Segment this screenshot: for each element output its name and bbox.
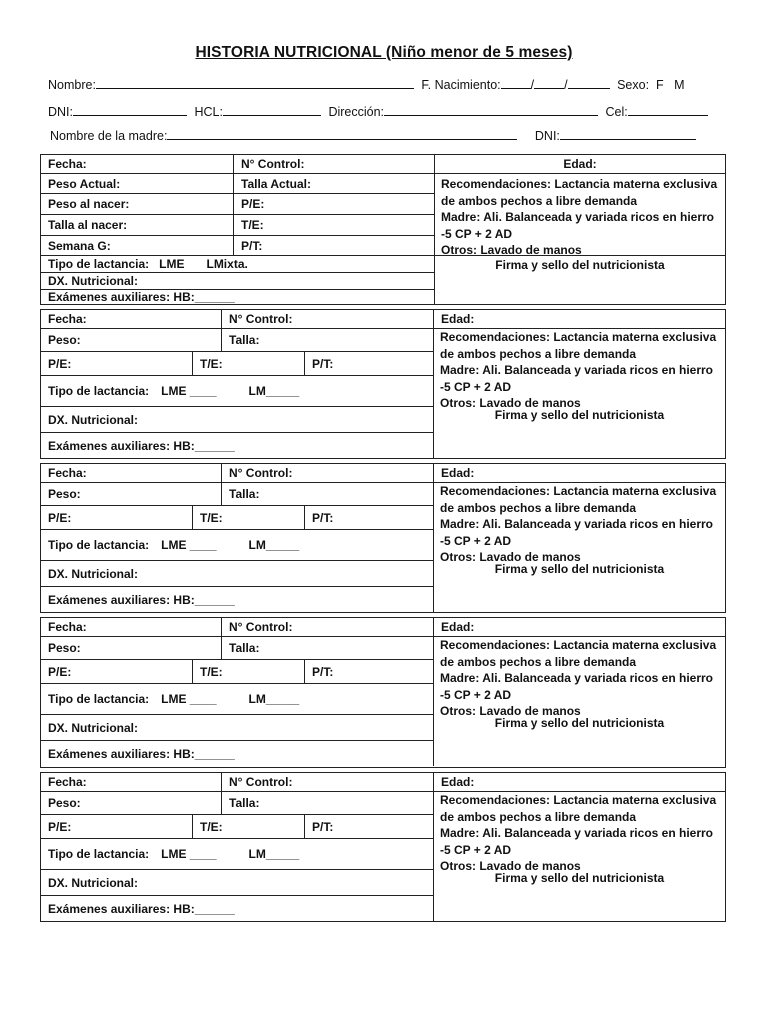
talla-cell[interactable]: Talla: xyxy=(222,328,434,351)
header-row-3 xyxy=(50,127,700,143)
dni-field[interactable] xyxy=(73,103,187,116)
dx-cell[interactable]: DX. Nutricional: xyxy=(41,714,434,740)
anio-field[interactable] xyxy=(568,76,610,89)
fecha-cell[interactable]: Fecha: xyxy=(41,618,222,636)
nombre-label: Nombre: xyxy=(48,78,96,92)
tipo-lactancia-label: Tipo de lactancia: xyxy=(48,257,150,271)
tipo-lactancia-cell[interactable] xyxy=(41,255,435,272)
f-nacimiento-label: F. Nacimiento: xyxy=(421,78,501,92)
examenes-cell[interactable]: Exámenes auxiliares: HB:______ xyxy=(41,289,435,304)
rec-line-2: de ambos pechos a libre demanda xyxy=(440,346,637,361)
page-title: HISTORIA NUTRICIONAL (Niño menor de 5 meses) xyxy=(195,44,573,61)
pt-cell[interactable]: P/T: xyxy=(234,235,435,255)
control-block-1 xyxy=(40,154,726,305)
control-block-3 xyxy=(40,463,726,613)
rec-line-2: de ambos pechos a libre demanda xyxy=(440,500,637,515)
te-cell[interactable]: T/E: xyxy=(193,659,305,683)
tipo-lactancia-label: Tipo de lactancia: xyxy=(48,384,150,398)
rec-line-3: Madre: Ali. Balanceada y variada ricos en hierro xyxy=(441,210,714,224)
hcl-label: HCL: xyxy=(194,105,223,119)
n-control-cell[interactable]: N° Control: xyxy=(234,155,435,173)
talla-cell[interactable]: Talla: xyxy=(222,791,434,814)
talla-nacer-cell[interactable]: Talla al nacer: xyxy=(41,214,234,235)
lme-option[interactable]: LME ____ xyxy=(161,692,217,706)
rec-line-1: Recomendaciones: Lactancia materna exclusiva xyxy=(441,177,718,191)
peso-cell[interactable]: Peso: xyxy=(41,791,222,814)
edad-cell[interactable]: Edad: xyxy=(563,157,597,171)
te-cell[interactable]: T/E: xyxy=(193,814,305,838)
edad-cell[interactable]: Edad: xyxy=(441,312,475,326)
control-block-5 xyxy=(40,772,726,922)
peso-cell[interactable]: Peso: xyxy=(41,636,222,659)
recomendaciones-box xyxy=(434,328,725,408)
fecha-cell[interactable]: Fecha: xyxy=(41,310,222,328)
tipo-lactancia-cell[interactable] xyxy=(41,838,434,869)
rec-line-4: -5 CP + 2 AD xyxy=(440,842,512,857)
semana-g-cell[interactable]: Semana G: xyxy=(41,235,234,255)
firma-box[interactable]: Firma y sello del nutricionista xyxy=(494,716,665,730)
rec-line-3: Madre: Ali. Balanceada y variada ricos en hierro xyxy=(440,671,713,685)
peso-nacer-cell[interactable]: Peso al nacer: xyxy=(41,193,234,214)
pe-cell[interactable]: P/E: xyxy=(41,505,193,529)
pt-cell[interactable]: P/T: xyxy=(305,505,434,529)
n-control-cell[interactable]: N° Control: xyxy=(222,310,434,328)
direccion-field[interactable] xyxy=(384,103,598,116)
tipo-lactancia-cell[interactable] xyxy=(41,375,434,406)
rec-line-5: Otros: Lavado de manos xyxy=(440,859,581,873)
firma-box[interactable]: Firma y sello del nutricionista xyxy=(494,408,665,422)
fecha-cell[interactable]: Fecha: xyxy=(41,464,222,482)
pe-cell[interactable]: P/E: xyxy=(234,193,435,214)
pe-cell[interactable]: P/E: xyxy=(41,351,193,375)
sexo-m-option[interactable]: M xyxy=(674,78,685,92)
te-cell[interactable]: T/E: xyxy=(234,214,435,235)
rec-line-4: -5 CP + 2 AD xyxy=(441,226,513,241)
header-row-1: Nombre: F. Nacimiento: / / Sexo: F M xyxy=(48,78,685,92)
dx-cell[interactable]: DX. Nutricional: xyxy=(41,406,434,432)
lm-option[interactable]: LM_____ xyxy=(248,538,300,552)
peso-actual-cell[interactable]: Peso Actual: xyxy=(41,173,234,193)
examenes-cell[interactable]: Exámenes auxiliares: HB:______ xyxy=(41,895,434,921)
lm-option[interactable]: LM_____ xyxy=(248,384,300,398)
rec-line-2: de ambos pechos a libre demanda xyxy=(440,809,637,824)
examenes-cell[interactable]: Exámenes auxiliares: HB:______ xyxy=(41,432,434,458)
tipo-lactancia-cell[interactable] xyxy=(41,529,434,560)
rec-line-4: -5 CP + 2 AD xyxy=(440,533,512,548)
pt-cell[interactable]: P/T: xyxy=(305,814,434,838)
recomendaciones-box xyxy=(434,482,725,562)
examenes-cell[interactable]: Exámenes auxiliares: HB:______ xyxy=(41,586,434,612)
tipo-lactancia-label: Tipo de lactancia: xyxy=(48,692,150,706)
dni-label: DNI: xyxy=(48,105,73,119)
tipo-lactancia-label: Tipo de lactancia: xyxy=(48,847,150,861)
control-block-2 xyxy=(40,309,726,459)
rec-line-2: de ambos pechos a libre demanda xyxy=(441,193,638,208)
firma-box[interactable]: Firma y sello del nutricionista xyxy=(435,255,725,304)
te-cell[interactable]: T/E: xyxy=(193,351,305,375)
dx-cell[interactable]: DX. Nutricional: xyxy=(41,272,435,289)
direccion-label: Dirección: xyxy=(328,105,385,119)
rec-line-3: Madre: Ali. Balanceada y variada ricos en hierro xyxy=(440,363,713,377)
hcl-field[interactable] xyxy=(223,103,321,116)
talla-actual-cell[interactable]: Talla Actual: xyxy=(234,173,435,193)
lmixta-option[interactable]: LMixta. xyxy=(206,257,248,271)
talla-cell[interactable]: Talla: xyxy=(222,636,434,659)
rec-line-3: Madre: Ali. Balanceada y variada ricos en hierro xyxy=(440,826,713,840)
mes-field[interactable] xyxy=(534,76,564,89)
cel-label: Cel: xyxy=(605,105,628,119)
control-block-4 xyxy=(40,617,726,768)
n-control-cell[interactable]: N° Control: xyxy=(222,464,434,482)
tipo-lactancia-label: Tipo de lactancia: xyxy=(48,538,150,552)
lme-option[interactable]: LME ____ xyxy=(161,847,217,861)
fecha-cell[interactable]: Fecha: xyxy=(41,155,234,173)
rec-line-1: Recomendaciones: Lactancia materna exclusiva xyxy=(440,793,717,807)
peso-cell[interactable]: Peso: xyxy=(41,328,222,351)
dni-madre-label: DNI: xyxy=(534,129,560,143)
header-row-2 xyxy=(48,103,712,119)
peso-cell[interactable]: Peso: xyxy=(41,482,222,505)
dx-cell[interactable]: DX. Nutricional: xyxy=(41,869,434,895)
rec-line-3: Madre: Ali. Balanceada y variada ricos en hierro xyxy=(440,517,713,531)
dni-madre-field[interactable] xyxy=(560,127,696,140)
fecha-cell[interactable]: Fecha: xyxy=(41,773,222,791)
pe-cell[interactable]: P/E: xyxy=(41,659,193,683)
firma-box[interactable]: Firma y sello del nutricionista xyxy=(494,871,665,885)
dx-cell[interactable]: DX. Nutricional: xyxy=(41,560,434,586)
lm-option[interactable]: LM_____ xyxy=(248,847,300,861)
pe-cell[interactable]: P/E: xyxy=(41,814,193,838)
rec-line-5: Otros: Lavado de manos xyxy=(440,704,581,718)
lme-option[interactable]: LME ____ xyxy=(161,384,217,398)
recomendaciones-box xyxy=(435,173,725,255)
rec-line-1: Recomendaciones: Lactancia materna exclusiva xyxy=(440,638,717,652)
rec-line-2: de ambos pechos a libre demanda xyxy=(440,654,637,669)
cel-field[interactable] xyxy=(628,103,708,116)
lme-option[interactable]: LME ____ xyxy=(161,538,217,552)
n-control-cell[interactable]: N° Control: xyxy=(222,773,434,791)
edad-cell[interactable]: Edad: xyxy=(441,620,475,634)
rec-line-1: Recomendaciones: Lactancia materna exclusiva xyxy=(440,330,717,344)
tipo-lactancia-cell[interactable] xyxy=(41,683,434,714)
edad-cell[interactable]: Edad: xyxy=(441,775,475,789)
sexo-f-option[interactable]: F xyxy=(656,78,664,92)
talla-cell[interactable]: Talla: xyxy=(222,482,434,505)
recomendaciones-box xyxy=(434,791,725,871)
nombre-field[interactable] xyxy=(96,76,414,89)
nombre-madre-field[interactable] xyxy=(167,127,517,140)
n-control-cell[interactable]: N° Control: xyxy=(222,618,434,636)
rec-line-5: Otros: Lavado de manos xyxy=(440,550,581,564)
examenes-cell[interactable]: Exámenes auxiliares: HB:______ xyxy=(41,740,434,766)
recomendaciones-box xyxy=(434,636,725,716)
rec-line-4: -5 CP + 2 AD xyxy=(440,687,512,702)
lme-option[interactable]: LME xyxy=(159,257,185,271)
sexo-label: Sexo: xyxy=(617,78,650,92)
lm-option[interactable]: LM_____ xyxy=(248,692,300,706)
edad-cell[interactable]: Edad: xyxy=(441,466,475,480)
nombre-madre-label: Nombre de la madre: xyxy=(50,129,168,143)
rec-line-5: Otros: Lavado de manos xyxy=(441,243,582,257)
dia-field[interactable] xyxy=(501,76,531,89)
te-cell[interactable]: T/E: xyxy=(193,505,305,529)
rec-line-4: -5 CP + 2 AD xyxy=(440,379,512,394)
pt-cell[interactable]: P/T: xyxy=(305,659,434,683)
pt-cell[interactable]: P/T: xyxy=(305,351,434,375)
rec-line-5: Otros: Lavado de manos xyxy=(440,396,581,410)
rec-line-1: Recomendaciones: Lactancia materna exclusiva xyxy=(440,484,717,498)
firma-box[interactable]: Firma y sello del nutricionista xyxy=(494,562,665,576)
